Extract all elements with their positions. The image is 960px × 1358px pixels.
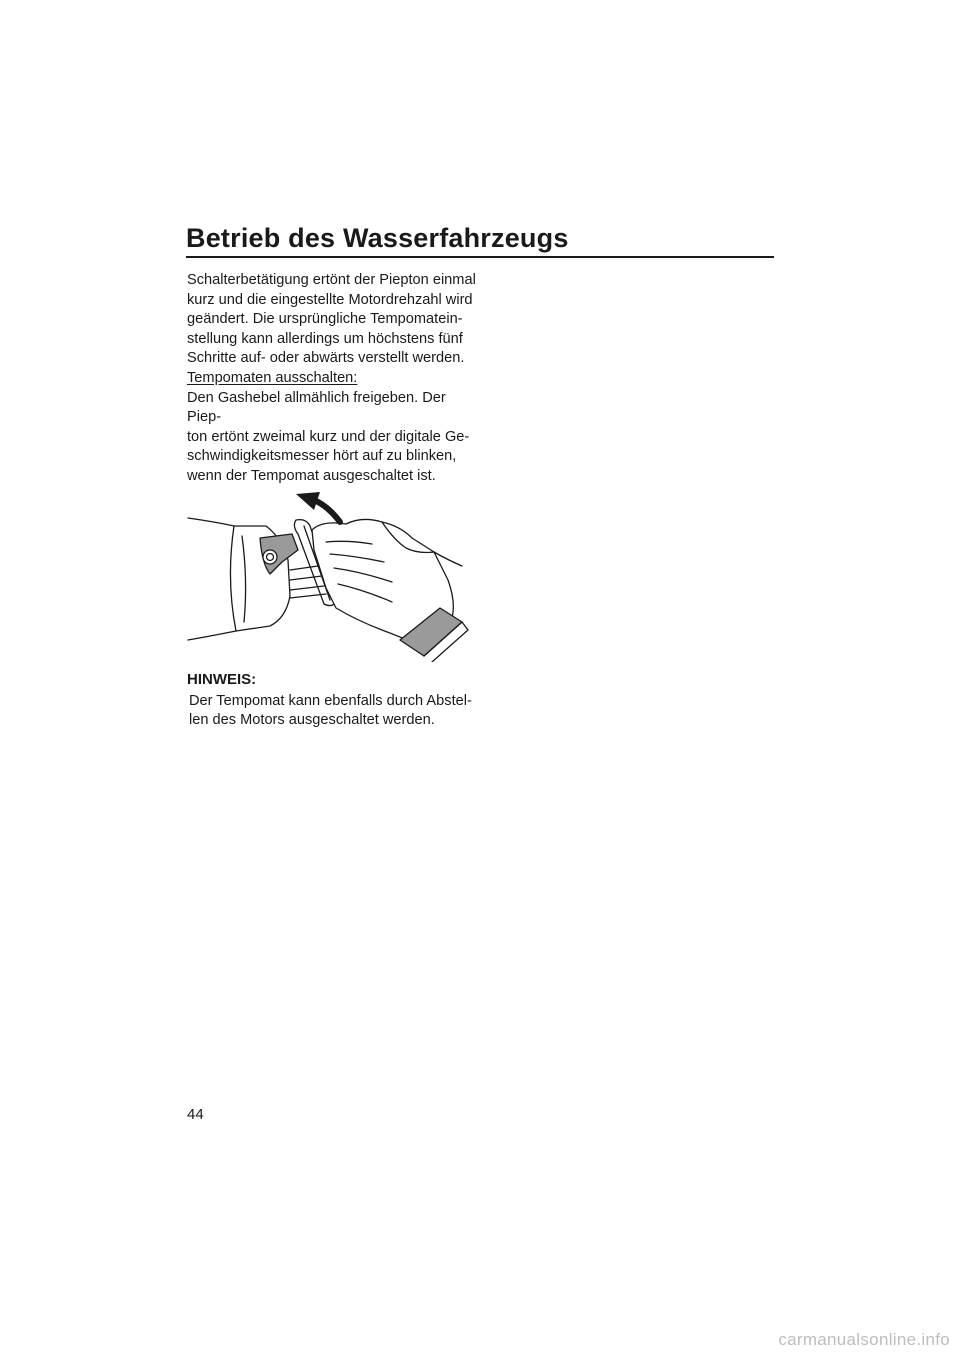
release-arrow-icon	[296, 492, 340, 522]
throttle-release-illustration	[186, 490, 476, 662]
paragraph-cruise-adjust: Schalterbetätigung ertönt der Piepton einmal kurz und die eingestellte Motordrehzahl wird geändert. Die ursprüngliche Tempomatein- stellung kann allerdings um höchstens fünf Schritte auf- oder abwärts verstellt werden.	[187, 272, 476, 367]
page-number: 44	[187, 1106, 204, 1123]
watermark: carmanualsonline.info	[778, 1330, 950, 1349]
note-title: HINWEIS:	[187, 671, 257, 688]
body-column	[187, 271, 482, 487]
note-box	[187, 670, 482, 731]
page-header	[186, 222, 774, 258]
hand-releasing-throttle-icon	[186, 490, 476, 662]
paragraph-disable-cruise: Den Gashebel allmählich freigeben. Der Piep- ton ertönt zweimal kurz und der digitale Ge- schwindigkeitsmesser hört auf zu blinken, wenn der Tempomat ausgeschaltet ist.	[187, 389, 470, 484]
page-title: Betrieb des Wasserfahrzeugs	[186, 223, 569, 253]
note-text: Der Tempomat kann ebenfalls durch Abstel- len des Motors ausgeschaltet werden.	[189, 692, 472, 729]
subheading-disable-cruise: Tempomaten ausschalten:	[187, 369, 358, 386]
